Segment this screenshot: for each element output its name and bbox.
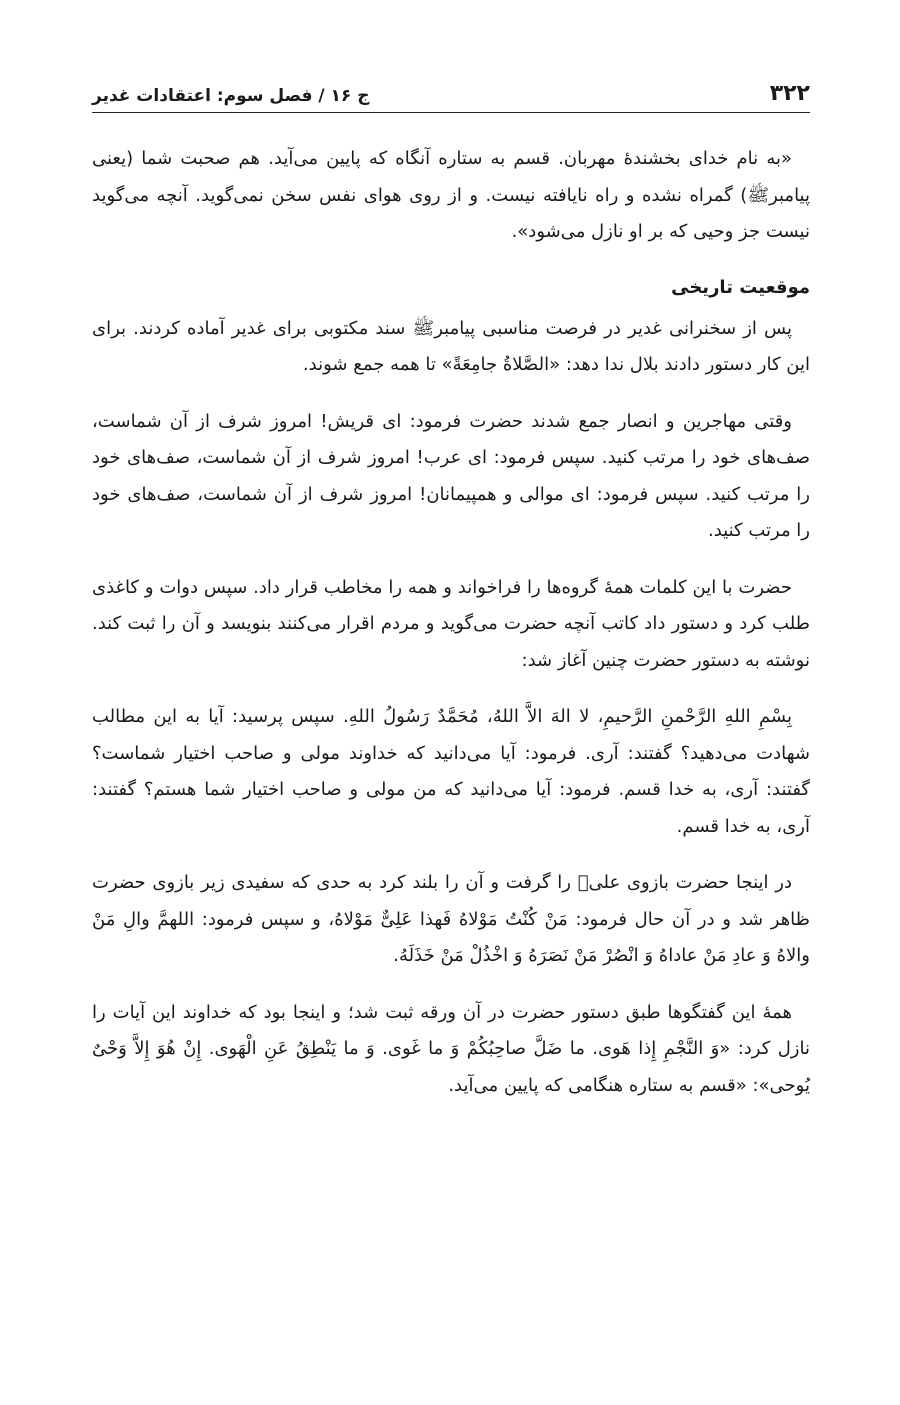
paragraph-revelation: همهٔ این گفتگوها طبق دستور حضرت در آن ورقه ثبت شد؛ و اینجا بود که خداوند این آیات را نازل کرد: «وَ النَّجْمِ إِذا هَوی. ما ضَلَّ صاحِبُکُمْ وَ ما غَوی. وَ ما یَنْطِقُ عَنِ الْهَوی. إِنْ هُوَ إِلاَّ وَحْیٌ یُوحی»: «قسم به ستاره هنگامی که پایین می‌آید. [92, 1001, 810, 1096]
paragraph-written-document: پس از سخنرانی غدیر در فرصت مناسبی پیامبرﷺ سند مکتوبی برای غدیر آماده کردند. برای این کار دستور دادند بلال ندا دهد: «الصَّلاةُ جامِعَةً» تا همه جمع شوند. [92, 317, 810, 375]
paragraph-scribe: حضرت با این کلمات همهٔ گروه‌ها را فراخواند و همه را مخاطب قرار داد. سپس دوات و کاغذی طلب کرد و دستور داد کاتب آنچه حضرت می‌گوید و مردم اقرار می‌کنند بنویسد و آن را ثبت کند. نوشته به دستور حضرت چنین آغاز شد: [92, 576, 810, 671]
book-page [92, 60, 810, 1124]
running-title: ج ۱۶ / فصل سوم: اعتقادات غدیر [92, 86, 370, 106]
section-heading: موقعیت تاریخی [671, 276, 810, 298]
paragraph-assembly: وقتی مهاجرین و انصار جمع شدند حضرت فرمود: ای قریش! امروز شرف از آن شماست، صف‌های خود را مرتب کنید. سپس فرمود: ای عرب! امروز شرف از آن شماست، صف‌های خود را مرتب کنید. سپس فرمود: ای موالی و همپیمانان! امروز شرف از آن شماست، صف‌های خود را مرتب کنید. [92, 410, 810, 541]
paragraph-raising-hand: در اینجا حضرت بازوی علیؑ را گرفت و آن را بلند کرد به حدی که سفیدی زیر بازوی حضرت ظاهر شد و در آن حال فرمود: مَنْ کُنْتُ مَوْلاهُ فَهذا عَلِیٌّ مَوْلاهُ، و سپس فرمود: اللهمَّ والِ مَنْ والاهُ وَ عادِ مَنْ عاداهُ وَ انْصُرْ مَنْ نَصَرَهُ وَ اخْذُلْ مَنْ خَذَلَهُ. [92, 872, 810, 966]
paragraph-testimony: بِسْمِ اللهِ الرَّحْمنِ الرَّحیمِ، لا الهَ الاَّ اللهُ، مُحَمَّدٌ رَسُولُ اللهِ. سپس پرسید: آیا به این مطالب شهادت می‌دهید؟ گفتند: آری. فرمود: آیا می‌دانید که خداوند مولی و صاحب اختیار شماست؟ گفتند: آری، به خدا قسم. فرمود: آیا می‌دانید که من مولی و صاحب اختیار شما هستم؟ گفتند: آری، به خدا قسم. [92, 706, 810, 837]
page-header [92, 60, 810, 113]
page-number: ۳۲۲ [769, 81, 810, 106]
paragraph-quran-translation: «به نام خدای بخشندهٔ مهربان. قسم به ستاره آنگاه که پایین می‌آید. هم صحبت شما (یعنی پیامبرﷺ) گمراه نشده و راه نایافته نیست. و از روی هوای نفس سخن نمی‌گوید. آنچه می‌گوید نیست جز وحیی که بر او نازل می‌شود». [92, 148, 810, 242]
page-body [92, 141, 810, 1104]
